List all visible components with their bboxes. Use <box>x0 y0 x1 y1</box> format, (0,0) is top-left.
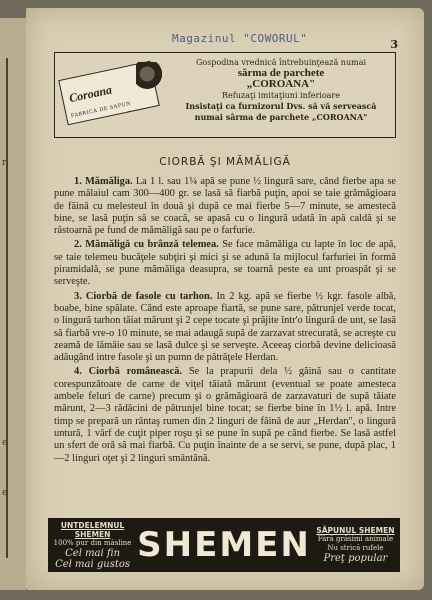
soap-illustration <box>58 56 168 132</box>
advert-left-line: Cel mai fin <box>65 547 121 559</box>
crown-icon <box>136 62 164 92</box>
advert-right-line: Fără grăsimi animale <box>317 535 394 543</box>
soap-subtext: FABRICA DE SAPUN <box>70 100 132 120</box>
recipe-paragraph <box>54 366 396 464</box>
advert-right-line: Preţ popular <box>323 553 388 564</box>
advert-left-line: Cel mai gustos <box>55 558 131 570</box>
recipe-paragraph <box>54 239 396 288</box>
prev-page-fragment: e <box>2 438 8 448</box>
recipe-text: In 2 kg. apă se fierbe ½ kgr. fasole albă, boabe, bine spălate. Când este aproape fiartă, se pune sare, pătrunjel verde tocat, o lingură tarhon tăiat mărunt şi 2 cepe tocate şi prăjite într'o lingură de unt, se lasă să fiarbă vre-o 10 minute, se mai adaugă supă de zarzavat strecurată, se acreşte cu zeamă de lămâie sau se lasă dulce şi se serveşte. Aceeaş ciorbă devine delicioasă adăugând intre fasole şi un pumn de pătrăţele Herdan. <box>54 290 397 364</box>
advert-right-head: SĂPUNUL SHEMEN <box>316 526 395 535</box>
prev-page-fragment: r <box>2 158 7 168</box>
book-page <box>26 8 424 590</box>
advert-left-head: UNTDELEMNUL SHEMEN <box>60 520 125 539</box>
soap-brand: Coroana <box>67 82 114 106</box>
advert-text <box>171 53 395 137</box>
advert-line: Gospodina vrednică întrebuinţează numai <box>195 58 367 67</box>
advert-line: Insistaţi ca furnizorul Dvs. să vă servească numai sârma de parchete „COROANA" <box>185 101 377 122</box>
advert-brand: „COROANA" <box>246 78 316 90</box>
page-rule <box>6 58 8 558</box>
advert-line: Refuzaţi imitaţiuni inferioare <box>222 91 340 100</box>
section-title: CIORBĂ ŞI MĂMĂLIGĂ <box>159 156 291 168</box>
recipe-paragraph <box>54 291 396 365</box>
advert-product: sărma de parchete <box>237 67 325 79</box>
prev-page-fragment: e <box>2 488 8 498</box>
recipe-text: Se face mămăliga cu lapte în loc de apă, se taie telemeu bucăţele subţiri şi mici şi se adună la mijlocul farfuriei în formă piramidală, se pune mămăliga deasupra, se toarnă peste ea unt proaspăt şi se serveşte. <box>54 239 396 288</box>
store-stamp: Magazinul "COWORUL" <box>172 32 308 45</box>
recipe-heading: 2. Mămăligă cu brânză telemea. <box>74 239 219 251</box>
recipe-text: La 1 l. sau 1¼ apă se pune ½ lingură sare, când fierbe apa se pune mălaiul cam 300—400 gr. se lasă să fiarbă puţin, apoi se taie grămăgioara de făină cu melesteul în două şi după ce mai fierbe 5—7 minute, se amestecă bine, se lasă puţin să se coacă, se apasă cu o lingură udată în apă caldă şi se răstoarnă pe fund de mămăligă sau pe o farfurie. <box>54 176 396 237</box>
advert-right-line: Nu strică rufele <box>327 544 384 552</box>
recipe-heading: 4. Ciorbă românească. <box>74 366 183 378</box>
recipe-body <box>54 176 396 467</box>
previous-page-edge <box>0 18 28 590</box>
advert-coroana <box>54 52 396 138</box>
page-number: 3 <box>390 38 398 51</box>
advert-left-line: 100% pur din măsline <box>53 538 132 547</box>
recipe-paragraph <box>54 176 396 237</box>
shemen-logo: SHEMEN <box>137 525 311 565</box>
recipe-text: Se la prapurii dela ½ găină sau o cantitate corespunzătoare de carne de viţel tăiată mărunt (eventual se poate amesteca ambele feluri de carne) precum şi o grămăgioară de zarzavaturi de supă tăiate mărunt, 2—3 rădăcini de pătrunjel bine tocat; se fierbe bine în 1½ l. apă. Intre timp se prepară un rântaş rumen din 2 linguri de făină de aur „Herdan", o lingură untură, 1 vârf de cuţit piper roşu şi se pune în supă pe când fierbe. Se lasă astfel un sfert de oră să mai fiarbă. Cu puţin înainte de a se servi, se pune, după plac, 1—2 linguri oţet şi 2 linguri smântână. <box>54 366 396 464</box>
recipe-heading: 1. Mămăliga. <box>74 176 133 187</box>
recipe-heading: 3. Ciorbă de fasole cu tarhon. <box>74 290 213 302</box>
advert-right <box>311 526 400 564</box>
advert-left <box>48 521 137 570</box>
advert-shemen <box>48 518 400 572</box>
